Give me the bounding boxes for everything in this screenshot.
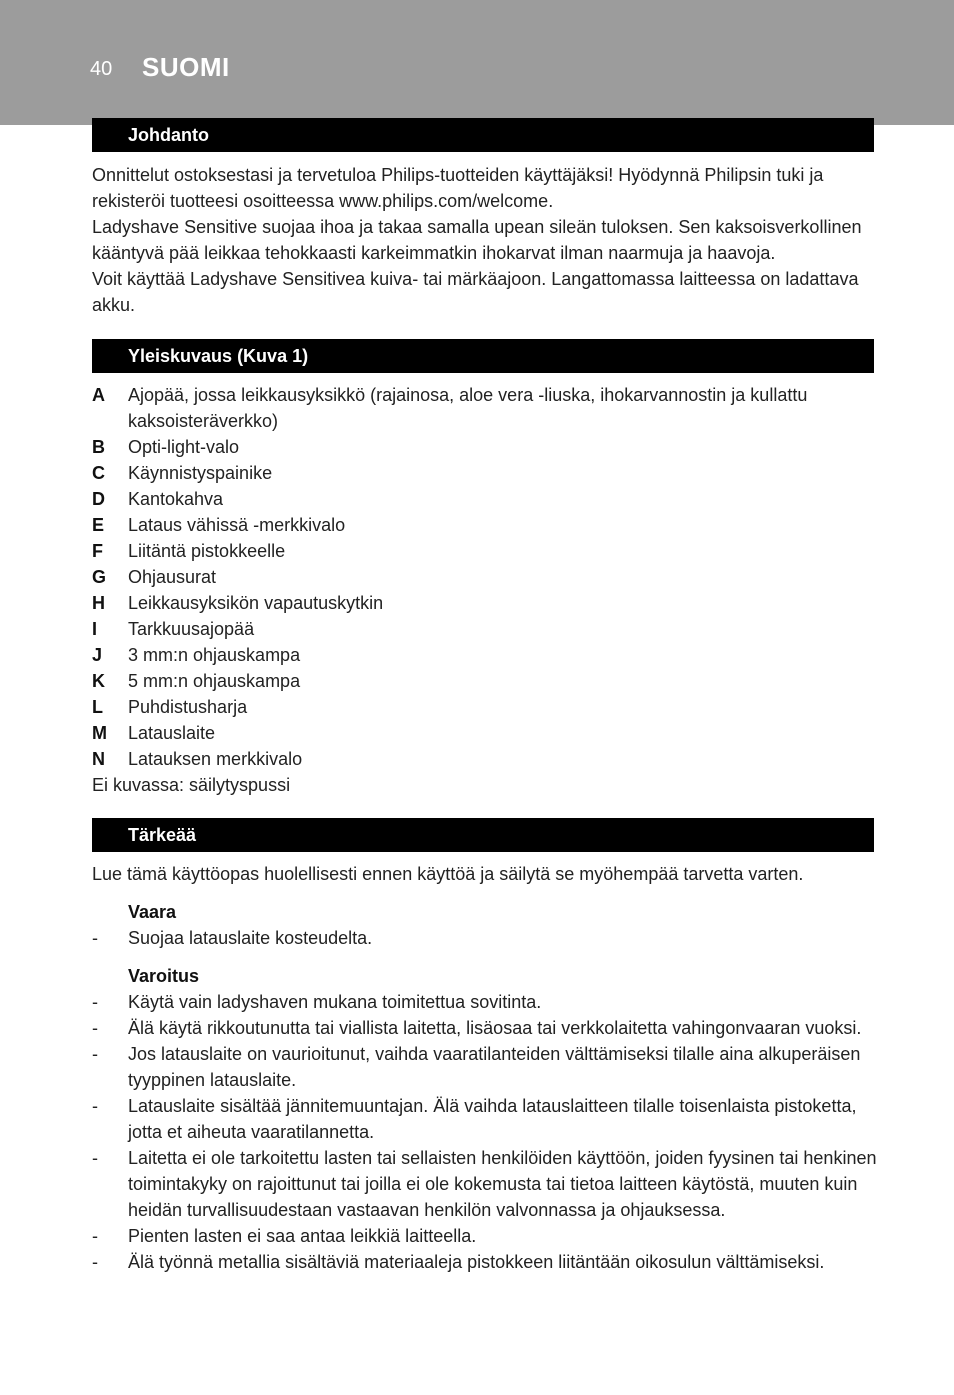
overview-list [92,382,882,798]
list-item [92,460,882,486]
warning-item [92,1249,882,1275]
bullet-dash: - [92,1044,98,1064]
warning-item [92,1223,882,1249]
warning-item [92,1015,882,1041]
warning-heading: Varoitus [128,966,200,986]
item-text: Puhdistusharja [128,697,248,717]
list-item [92,564,882,590]
important-text [92,861,882,1275]
item-text: Jos latauslaite on vaurioitunut, vaihda vaaratilanteiden välttämiseksi tilalle aina alkuperäisen tyyppinen latauslaite. [128,1044,861,1090]
intro-paragraph: Onnittelut ostoksestasi ja tervetuloa Philips-tuotteiden käyttäjäksi! Hyödynnä Philipsin tuki ja rekisteröi tuotteesi osoitteessa www.philips.com/welcome. [92,165,824,211]
intro-text [92,162,882,318]
list-item [92,382,882,434]
item-letter: L [92,697,103,717]
page-language-title: SUOMI [142,52,230,82]
list-item [92,512,882,538]
item-text: 3 mm:n ohjauskampa [128,645,301,665]
warning-item [92,1145,882,1223]
item-letter: D [92,489,105,509]
bullet-dash: - [92,992,98,1012]
warning-item [92,989,882,1015]
warning-item [92,1093,882,1145]
intro-paragraph: Ladyshave Sensitive suojaa ihoa ja takaa samalla upean sileän tuloksen. Sen kaksoisverkollinen kääntyvä pää leikkaa tehokkaasti karkeimmatkin ihokarvat ilman naarmuja ja haavoja. [92,217,862,263]
item-text: Lataus vähissä -merkkivalo [128,515,346,535]
overview-note: Ei kuvassa: säilytyspussi [92,775,291,795]
item-letter: H [92,593,105,613]
item-text: Käytä vain ladyshaven mukana toimitettua sovitinta. [128,992,542,1012]
item-text: Pienten lasten ei saa antaa leikkiä laitteella. [128,1226,477,1246]
list-item [92,642,882,668]
intro-paragraph: Voit käyttää Ladyshave Sensitivea kuiva- tai märkäajoon. Langattomassa laitteessa on ladattava akku. [92,269,859,315]
item-letter: M [92,723,107,743]
item-text: Älä työnnä metallia sisältäviä materiaaleja pistokkeen liitäntään oikosulun välttämiseksi. [128,1252,825,1272]
item-text: Liitäntä pistokkeelle [128,541,286,561]
item-text: Suojaa latauslaite kosteudelta. [128,928,373,948]
danger-item [92,925,882,951]
section-heading-important: Tärkeää [92,818,874,852]
item-text: Älä käytä rikkoutunutta tai viallista laitetta, lisäosaa tai verkkolaitetta vahingonvaaran vuoksi. [128,1018,862,1038]
page-number: 40 [90,58,113,80]
important-intro: Lue tämä käyttöopas huolellisesti ennen käyttöä ja säilytä se myöhempää tarvetta varten. [92,864,804,884]
item-letter: I [92,619,98,639]
item-text: Tarkkuusajopää [128,619,255,639]
bullet-dash: - [92,1148,98,1168]
item-letter: B [92,437,105,457]
item-text: 5 mm:n ohjauskampa [128,671,301,691]
item-text: Latauslaite [128,723,216,743]
list-item [92,590,882,616]
warning-item [92,1041,882,1093]
item-letter: A [92,385,105,405]
item-letter: E [92,515,105,535]
section-heading-intro: Johdanto [92,118,874,152]
item-text: Latauksen merkkivalo [128,749,303,769]
item-text: Ajopää, jossa leikkausyksikkö (rajainosa, aloe vera -liuska, ihokarvannostin ja kullattu kaksoisteräverkko) [128,385,808,431]
list-item [92,538,882,564]
bullet-dash: - [92,1096,98,1116]
item-text: Käynnistyspainike [128,463,273,483]
section-heading-overview: Yleiskuvaus (Kuva 1) [92,339,874,373]
list-item [92,694,882,720]
list-item [92,434,882,460]
item-letter: J [92,645,103,665]
item-text: Latauslaite sisältää jännitemuuntajan. Älä vaihda latauslaitteen tilalle toisenlaista pistoketta, jotta et aiheuta vaaratilannetta. [128,1096,857,1142]
list-item [92,668,882,694]
item-text: Ohjausurat [128,567,217,587]
list-item [92,746,882,772]
item-letter: F [92,541,103,561]
bullet-dash: - [92,1252,98,1272]
danger-heading: Vaara [128,902,177,922]
item-letter: G [92,567,107,587]
list-item [92,720,882,746]
bullet-dash: - [92,928,98,948]
bullet-dash: - [92,1226,98,1246]
item-text: Laitetta ei ole tarkoitettu lasten tai sellaisten henkilöiden käyttöön, joiden fyysinen tai henkinen toimintakyky on rajoittunut tai joilla ei ole kokemusta tai tietoa laitteen käytöstä, muuten kuin heidän turvallisuudestaan vastaavan henkilön valvonnassa ja ohjauksessa. [128,1148,877,1220]
list-item [92,616,882,642]
item-text: Kantokahva [128,489,224,509]
list-item [92,486,882,512]
item-text: Opti-light-valo [128,437,240,457]
item-letter: N [92,749,105,769]
item-text: Leikkausyksikön vapautuskytkin [128,593,384,613]
item-letter: C [92,463,105,483]
item-letter: K [92,671,105,691]
bullet-dash: - [92,1018,98,1038]
